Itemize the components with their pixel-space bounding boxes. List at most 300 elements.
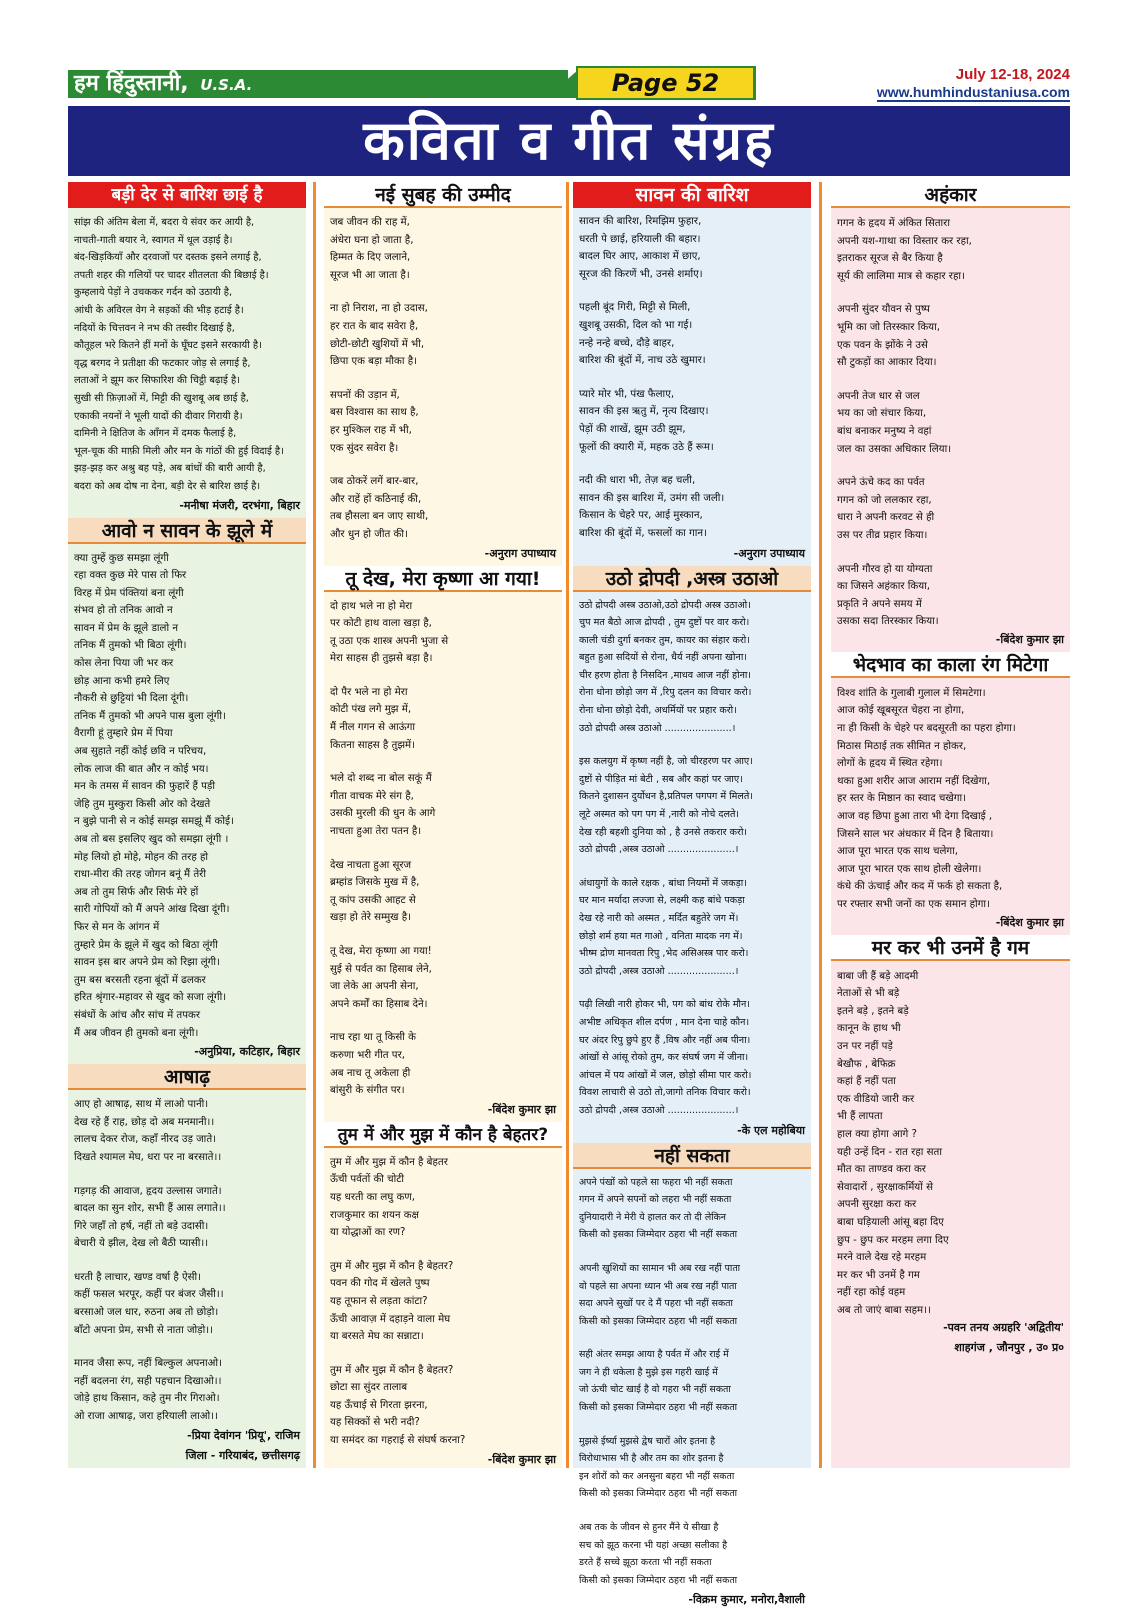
poem-line: कानून के हाथ भी [837,1023,901,1035]
poem-line: तुम में और मुझ में कौन है बेहतर? [330,1364,454,1376]
poem-line: अब तो तुम सिर्फ और सिर्फ मेरे हों [74,886,199,898]
stanza-gap [579,1331,805,1347]
poem-line: मौत का ताण्डव करा कर [837,1164,926,1176]
poem-body [324,592,562,1102]
poem-line: विरोधाभास भी है और तम का शोर इतना है [579,1453,724,1465]
poem-line: तू कांप उसकी आहट से [330,894,416,906]
poem-line: अब तो बस इसलिए खुद को समझा लूंगी । [74,834,229,845]
poem-line: तुम बस बरसती रहना बूंदों में ढलकर [74,974,206,986]
poem-line: एक पवन के झोंके ने उसे [837,339,928,351]
poem-line: किसान के चेहरे पर, आई मुस्कान, [579,510,703,522]
poem-line: सुखी सी फ़िज़ाओं में, मिट्टी की खुशबू अब छाई है, [74,392,249,404]
poem-tu-dekh [324,566,562,1122]
poem-line: कंधे की ऊंचाई और कद में फर्क हो सकता है, [837,881,1003,893]
poem-line: किसी को इसका जिम्मेदार ठहरा भी नहीं सकता [579,1315,738,1327]
poem-line: सूरज की किरणें भी, उनसे शर्माए। [579,268,703,280]
poem-line: मन के तमस में सावन की फुहारें हैं पड़ी [74,781,216,793]
page-number: Page 52 [576,66,756,100]
poem-line: हर रात के बाद सवेरा है, [330,320,419,332]
poem-line: पढ़ी लिखी नारी होकर भी, पग को बांध रोके मौन। [579,999,750,1011]
stanza-gap [74,1253,300,1269]
stanza-gap [330,371,556,387]
poem-line: इन शोरों को कर अनसुना बहरा भी नहीं सकता [579,1470,735,1482]
poem-line: मिठास मिठाई तक सीमित न होकर, [837,740,967,752]
column-1 [68,182,306,1468]
poem-line: बांध बनाकर मनुष्य ने वहां [837,425,932,437]
poem-line: उठो द्रोपदी ,अस्त्र उठाओ ......................। [579,1104,739,1116]
poem-line: लालच देकर रोज, कहाँ नीरद उड़ जाते। [74,1134,216,1146]
poem-body [68,208,306,498]
poem-line: सदा अपने सुखों पर दे मैं पहरा भी नहीं सकता [579,1298,733,1310]
website-link[interactable]: www.humhindustaniusa.com [876,84,1070,100]
poem-line: छोड़ो शर्म हया मत गाओ , वनिता मादक नग में। [579,930,743,942]
poem-line: उन पर नहीं पड़े [837,1040,893,1052]
poem-kaun-behtar [324,1122,562,1472]
poem-body [831,961,1070,1321]
poem-line: भूमि का जो तिरस्कार किया, [837,321,940,333]
poem-line: बंद-खिड़कियाँ और दरवाजों पर दस्तक इसने लगाई है, [74,252,262,264]
poem-line: धरती पे छाई, हरियाली की बहार। [579,233,701,245]
column-2 [324,182,562,1468]
poem-title: नहीं सकता [573,1143,811,1169]
poem-line: जोड़े हाथ किसान, कहे तुम नीर गिराओ। [74,1393,220,1405]
poem-line: भीष्म द्रोण मानवता रिपु ,भेद असिअस्त्र पार करो। [579,948,749,960]
poem-line: यह सिक्कों से भरी नदी? [330,1417,420,1429]
poem-author: -मनीषा मंजरी, दरभंगा, बिहार [179,498,300,512]
poem-line: अब नाच तू अकेला ही [330,1067,411,1079]
masthead [68,70,568,98]
poem-line: बारिश की बूंदों में, नाच उठे खुमार। [579,355,706,367]
poem-line: उसका सदा तिरस्कार किया। [837,616,939,628]
stanza-gap [74,1339,300,1355]
poem-line: अब तक के जीवन से हुनर मैंने ये सीखा है [579,1522,719,1534]
poem-title: आवो न सावन के झूले में [68,518,306,544]
poem-author: -अनुराग उपाध्याय [733,546,805,560]
poem-line: देख रही बहशी दुनिया को , है उनसे तकरार करो। [579,826,748,838]
stanza-gap [579,1504,805,1520]
poem-line: अपनी खुशियों का सामान भी अब रख नहीं पाता [579,1262,741,1274]
poem-line: प्रकृति ने अपने समय में [837,598,922,610]
poem-line: किसी को इसका जिम्मेदार ठहरा भी नहीं सकता [579,1574,738,1586]
poem-line: सौ टुकड़ों का आकार दिया। [837,357,937,369]
poem-line: छोटा सा सुंदर तालाब [330,1382,408,1394]
poem-line: घर अंदर रिपु छुपे हुए हैं ,विष और नहीं अब पीना। [579,1034,751,1046]
poem-line: आंखों से आंसू रोको तुम, कर संघर्ष जग में जीना। [579,1052,749,1064]
stanza-gap [330,457,556,473]
poem-title: आषाढ़ [68,1064,306,1090]
poem-line: राजकुमार का शयन कक्ष [330,1209,419,1221]
poem-line: पहली बूंद गिरी, मिट्टी से मिली, [579,302,691,314]
poem-line: जल का उसका अधिकार लिया। [837,443,952,455]
poem-line: इतने बड़े , इतने बड़े [837,1005,909,1017]
poem-line: रोना धोना छोड़ो जग में ,रिपु दलन का विचार करो। [579,687,752,699]
poem-line: हर मुश्किल राह में भी, [330,424,412,436]
poem-line: दुनियादारी ने मेरी ये हालत कर तो दी लेकिन [579,1211,727,1223]
poem-line: उस पर तीव्र प्रहार किया। [837,529,928,541]
poem-line: बरसाओ जल धार, रुठना अब तो छोड़ो। [74,1307,219,1319]
poem-mar-kar-bhi [831,935,1070,1361]
poem-line: मोह लियो हो मोहे, मोहन की तरह हो [74,851,209,863]
poem-line: कहां हैं नहीं पता [837,1076,896,1088]
poem-line: बादल घिर आए, आकाश में छाए, [579,251,701,263]
poem-line: दो पैर भले ना हो मेरा [330,686,408,698]
stanza-gap [837,371,1064,387]
poem-line: बादल का सुन शोर, सभी हैं आस लगाते।। [74,1203,226,1215]
issue-info [877,66,1070,102]
poem-line: तुम्हारे प्रेम के झूले में खुद को बिठा लूंगी [74,939,218,951]
poem-line: नहीं रहा कोई वहम [837,1287,906,1299]
poem-ahankar [831,182,1070,652]
poem-line: और राहें हों कठिनाई की, [330,493,422,505]
poem-line: पर रफ्तार सभी जनों का एक समान होगा। [837,899,990,910]
poem-line: नदियों के चित्तवन ने नभ की तस्वीर दिखाई है, [74,322,235,334]
poem-line: हिम्मत के दिए जलाने, [330,252,411,264]
poem-line: आंचल में पय आंखों में जल, छोड़ो सीमा पार करो। [579,1069,752,1081]
poem-line: ना ही किसी के चेहरे पर बदसूरती का पहरा होगा। [837,723,1016,735]
poem-line: किसी को इसका जिम्मेदार ठहरा भी नहीं सकता [579,1488,738,1500]
poem-line: अपने कर्मों का हिसाब देने। [330,998,428,1010]
poem-line: गगन में अपने सपनों को लहरा भी नहीं सकता [579,1194,732,1206]
poem-author: -प्रिया देवांगन 'प्रियू', राजिम [187,1428,300,1442]
poem-line: उठो द्रोपदी ,अस्त्र उठाओ ......................। [579,965,739,977]
poem-line: संभव हो तो तनिक आवो न [74,605,173,617]
poem-line: सूर्य की लालिमा मात्र से कहार रहा। [837,270,965,282]
poem-author: -विक्रम कुमार, मनोरा,वैशाली [688,1593,805,1607]
poem-line: लोक लाज की बात और न कोई भय। [74,763,209,775]
poem-line: लोगों के हृदय में स्थित रहेगा। [837,758,943,770]
stanza-gap [330,927,556,943]
poem-line: जब जीवन की राह में, [330,217,410,228]
poem-author-place: शाहगंज , जौनपुर , उ० प्र० [954,1341,1064,1355]
poem-line: झड़-झड़ कर अश्रु बह पड़े, अब बांधों की बारी आयी है, [74,463,266,475]
poem-line: या बरसते मेघ का सन्नाटा। [330,1331,424,1343]
poem-author: -के एल महोबिया [737,1123,805,1137]
poem-line: सावन की इस ऋतु में, नृत्य दिखाए। [579,406,709,418]
poem-line: सांझ की अंतिम बेला में, बदरा ये संवर कर आयी है, [74,217,255,228]
poem-body [324,208,562,546]
poem-line: नन्हे नन्हे बच्चे, दौड़े बाहर, [579,337,675,349]
poem-line: मैं अब जीवन ही तुमको बना लूंगी। [74,1027,199,1039]
poem-line: विश्व शांति के गुलाबी गुलाल में सिमटेगा। [837,687,986,699]
poem-line: उठो द्रोपदी ,अस्त्र उठाओ ......................। [579,844,739,856]
poem-line: ऊँची पर्वतों की चोटी [330,1174,405,1186]
poem-line: का जिसने अहंकार किया, [837,581,930,593]
poem-line: सच को झूठ करना भी यहां अच्छा सलीका है [579,1539,728,1551]
poem-line: लताओं ने झूम कर सिफारिश की चिट्ठी बढ़ाई है। [74,375,240,387]
poem-line: आए हो आषाढ़, साथ में लाओ पानी। [74,1099,209,1111]
stanza-gap [579,738,805,754]
poem-line: किसी को इसका जिम्मेदार ठहरा भी नहीं सकता [579,1229,738,1241]
poem-line: खड़ा हो तेरे सम्मुख है। [330,912,412,924]
poem-body [831,678,1070,915]
poem-line: तुम में और मुझ में कौन है बेहतर? [330,1260,454,1272]
poem-line: अपनी सुंदर यौवन से पुष्प [837,304,930,316]
poem-line: उठो द्रोपदी अस्त्र उठाओ ......................। [579,722,736,734]
poem-line: गीता वाचक मेरे संग है, [330,790,414,802]
poem-line: वृद्ध बरगद ने प्रतीक्षा की फटकार जोड़ से लगाई है, [74,357,251,369]
poem-line: क्या तुम्हें कुछ समझा लूंगी [74,552,169,564]
poem-aashadh [68,1064,306,1468]
stanza-gap [579,1245,805,1261]
poem-bhedbhav [831,652,1070,935]
poem-body [573,592,811,1123]
stanza-gap [837,284,1064,300]
poem-line: यह ऊँचाई से गिरता झरना, [330,1399,428,1411]
poem-line: मैं नील गगन से आऊंगा [330,722,416,734]
poem-body [573,208,811,546]
poem-line: गगन के हृदय में अंकित सितारा [837,218,950,229]
poem-line: मेरा साहस ही तुझसे बड़ा है। [330,653,433,665]
poem-nahin-sakta [573,1143,811,1612]
poem-line: या समंदर का गहराई से संघर्ष करना? [330,1435,466,1447]
poem-line: दामिनी ने क्षितिज के आँगन में दमक फैलाई है, [74,428,237,440]
poem-line: नाचती-गाती बयार ने, स्वागत में धूल उड़ाई है। [74,234,233,246]
column-4 [831,182,1070,1468]
poem-badi-der [68,182,306,518]
poem-line: हरित श्रृंगार-महावर से खुद को सजा लूंगी। [74,992,227,1004]
poem-line: जब ठोकरें लगें बार-बार, [330,476,419,488]
poem-line: जो ऊंची चोट खाई है वो गहरा भी नहीं सकता [579,1384,731,1396]
poem-line: नाचता हुआ तेरा पतन है। [330,826,422,838]
poem-line: अब तो जाएं बाबा सहम।। [837,1304,931,1316]
page-box-slant [546,70,578,98]
poem-line: नेताओं से भी बड़े [837,988,900,1000]
poem-line: कुम्हलाये पेड़ों ने उचककर गर्दन को उठायी है, [74,287,233,299]
poem-line: आंधी के अविरल वेग ने सड़कों की भीड़ हटाई है। [74,304,244,316]
stanza-gap [74,1167,300,1183]
poem-title: उठो द्रोपदी ,अस्त्र उठाओ [573,566,811,592]
poem-line: कोटी पंख लगे मुझ में, [330,704,412,716]
poem-line: कितना साहस है तुझमें। [330,739,415,751]
poem-line: घर मान मर्यादा लज्जा से, लक्ष्मी कह बांधे पकड़ा [579,895,745,907]
poem-line: कौतूहल भरे कितने हीं मनों के घूँघट इसने सरकायी है। [74,340,262,352]
poem-line: बदरा को अब दोष ना देना, बड़ी देर से बारिश छाई है। [74,480,261,492]
poem-line: न बुझे पानी से न कोई समझ समझूं मैं कोई। [74,816,234,828]
stanza-gap [579,981,805,997]
poem-body [68,544,306,1045]
poem-line: कहीं फसल भरपूर, कहीं पर बंजर जैसी।। [74,1289,224,1301]
stanza-gap [330,841,556,857]
poem-line: सावन में प्रेम के झूले डालो न [74,622,178,634]
poem-line: अब सुहाते नहीं कोई छवि न परिचय, [74,746,207,758]
poem-line: भले दो शब्द ना बोल सकूं मैं [330,773,432,785]
poem-line: तनिक मैं तुमको भी अपने पास बुला लूंगी। [74,710,226,722]
stanza-gap [330,668,556,684]
stanza-gap [330,284,556,300]
poem-line: आज वह छिपा हुआ तारा भी देगा दिखाई , [837,811,993,823]
poem-line: मरने वाले देख रहे मरहम [837,1252,927,1264]
issue-date: July 12-18, 2024 [955,66,1070,83]
section-banner: कविता व गीत संग्रह [68,106,1070,176]
poem-line: भय का जो संचार किया, [837,408,927,420]
poem-line: या योद्धाओं का रण? [330,1227,406,1239]
poem-line: चुप मत बैठो आज द्रोपदी , तुम दुष्टों पर वार करो। [579,617,750,629]
poem-line: सूरज भी आ जाता है। [330,269,410,281]
poem-line: अंधेरा घना हो जाता है, [330,234,414,246]
poem-body [324,1148,562,1452]
poem-line: गड़गड़ की आवाज, हृदय उल्लास जगाते। [74,1185,222,1197]
poem-author: -पवन तनय अग्रहरि 'अद्वितीय' [943,1321,1064,1335]
poem-line: कोस लेना पिया जी भर कर [74,658,174,670]
poem-nai-subah [324,182,562,566]
stanza-gap [330,1242,556,1258]
poem-line: बहुत हुआ सदियों से रोना, धैर्य नहीं अपना खोना। [579,652,747,664]
poem-line: अपने ऊंचे कद का पर्वत [837,477,925,489]
poem-line: मर कर भी उनमें है गम [837,1269,920,1281]
poem-line: ऊँची आवाज़ में दहाड़ने वाला मेघ [330,1313,451,1325]
poem-line: हाल क्या होगा आगे ? [837,1128,917,1140]
stanza-gap [837,544,1064,560]
stanza-gap [579,1418,805,1434]
poem-line: लूटे अस्मत को पग पग में ,नारी को नोचे दलते। [579,809,740,821]
poem-line: तू उठा एक शास्त्र अपनी भुजा से [330,635,449,647]
poem-line: रहा वक्त कुछ मेरे पास तो फिर [74,570,187,582]
poem-author: -अनुप्रिया, कटिहार, बिहार [194,1045,300,1059]
poem-line: यह धरती का लघु कण, [330,1191,415,1203]
poem-body [68,1090,306,1428]
poem-line: छोटी-छोटी खुशियों में भी, [330,338,425,350]
poem-author: -बिंदेश कुमार झा [487,1102,556,1116]
poem-title: मर कर भी उनमें है गम [831,935,1070,961]
poem-line: देख नाचता हुआ सूरज [330,859,412,871]
poem-line: ओ राजा आषाढ़, जरा हरियाली लाओ।। [74,1411,218,1423]
poem-line: सपनों की उड़ान में, [330,389,400,401]
masthead-suffix: U.S.A. [200,76,253,94]
poem-line: देख रहे हैं राह, छोड़ दो अब मनमानी।। [74,1116,215,1128]
poem-author: -अनुराग उपाध्याय [484,546,556,560]
page-number-box [546,66,756,100]
poem-line: अपनी सुरक्षा करा कर [837,1199,917,1211]
poem-line: जा लेके आ अपनी सेना, [330,981,419,993]
poem-line: करुणा भरी गीत पर, [330,1049,405,1061]
stanza-gap [330,754,556,770]
poem-line: तू देख, मेरा कृष्णा आ गया! [330,946,432,957]
poem-line: भूल-चूक की माफ़ी मिली और मन के गांठों की हुई विदाई है। [74,445,284,457]
poem-line: गगन को जो ललकार रहा, [837,494,932,506]
column-3 [573,182,811,1607]
column-divider [819,182,822,1468]
poem-line: अभीष्ट अधिकृत शील दर्पण , मान देना चाहे कौन। [579,1016,750,1028]
poem-line: डरते हैं सच्चे झूठा करता भी नहीं सकता [579,1557,712,1569]
poem-title: अहंकार [831,182,1070,208]
poem-line: नौकरी से छुट्टियां भी दिला दूंगी। [74,693,189,705]
poem-line: चीर हरण होता है निसदिन ,माधव आज नहीं होना। [579,669,752,681]
poem-line: एक वीडियो जारी कर [837,1093,915,1105]
poem-line: दो हाथ भले ना हो मेरा [330,600,413,612]
poem-line: थका हुआ शरीर आज आराम नहीं दिखेगा, [837,775,991,787]
poem-line: बांसुरी के संगीत पर। [330,1085,405,1097]
poem-line: किसी को इसका जिम्मेदार ठहरा भी नहीं सकता [579,1402,738,1414]
poem-line: अपनी गौरव हो या योग्यता [837,563,933,575]
poem-line: पेड़ों की शाखें, झूम उठी झूम, [579,423,686,435]
poem-line: छुप - छुप कर मरहम लगा दिए [837,1234,949,1246]
poem-line: फिर से मन के आंगन में [74,921,160,933]
poem-line: गिरे जहाँ तो हर्ष, नहीं तो बड़े उदासी। [74,1220,209,1232]
poem-line: विवश लाचारी से उठो तो,जागो तनिक विचार करो। [579,1087,751,1099]
poem-line: सही अंतर समझ आया है पर्वत में और राई में [579,1349,729,1361]
poem-line: अपनी यश-गाथा का विस्तार कर रहा, [837,235,972,247]
poem-line: इतराकर सूरज से बैर किया है [837,253,943,265]
poem-line: बेचारी ये झील, देख लो बैठी प्यासी।। [74,1238,209,1250]
poem-line: जिसने साल भर अंधकार में दिन है बिताया। [837,828,994,840]
poem-line: सावन की बारिश, रिमझिम फुहार, [579,216,702,227]
poem-line: अंधायुगों के काले रक्षक , बांधा नियमों में जकड़ा। [579,877,747,889]
poem-line: फूलों की क्यारी में, महक उठे हैं रूम। [579,441,714,453]
stanza-gap [579,457,805,473]
poem-line: जग ने ही धकेला है मुझे इस गहरी खाई में [579,1366,718,1378]
page-header [68,66,1070,102]
poem-line: यही उन्हें दिन - रात रहा सता [837,1146,942,1158]
stanza-gap [330,1346,556,1362]
poem-line: सुई से पर्वत का हिसाब लेने, [330,963,432,975]
column-divider [566,182,569,1468]
poem-title: नई सुबह की उम्मीद [324,182,562,208]
stanza-gap [837,457,1064,473]
poem-line: उठो द्रोपदी अस्त्र उठाओ,उठो द्रोपदी अस्त्र उठाओ। [579,599,751,611]
poem-line: दुष्टों से पीड़ित मां बेटी , सब और कहां पर जाए। [579,773,743,785]
poem-line: राधा-मीरा की तरह जोगन बनूं मैं तेरी [74,869,206,881]
poem-line: नदी की धारा भी, तेज़ बह चली, [579,475,696,487]
poem-line: दिखते श्यामल मेघ, धरा पर ना बरसाते।। [74,1151,222,1163]
poem-line: हर स्तर के मिष्ठान का स्वाद चखेगा। [837,793,966,805]
poem-line: सारी गोपियों को मैं अपने आंख दिखा दूंगी। [74,904,230,916]
poem-line: पर कोटी हाथ वाला खड़ा है, [330,618,432,630]
poem-line: सेवादारों , सुरक्षाकर्मियों से [837,1181,933,1193]
poem-line: यह तूफान से लड़ता कांटा? [330,1295,428,1307]
poem-line: रोना धोना छोड़ो देवी, अधर्मियों पर प्रहार करो। [579,705,737,717]
poem-line: भी हैं लापता [837,1111,883,1123]
poem-title: तुम में और मुझ में कौन है बेहतर? [324,1122,562,1148]
poem-body [573,1169,811,1593]
poem-line: तनिक मैं तुमको भी बिठा लूंगी। [74,640,187,652]
poem-line: इस कलयुग में कृष्ण नहीं है, जो चीरहरण पर आए। [579,756,753,768]
poem-line: बेखौफ , बेफिक्र [837,1058,896,1070]
poem-line: संबंधों के आंच और सांच में तपकर [74,1009,201,1021]
poem-line: मुझसे ईर्ष्या मुझसे द्वेष चारों ओर इतना है [579,1435,716,1447]
poem-line: एकाकी नयनों ने भूली यादों की दीवार गिरायी है। [74,410,243,422]
poem-line: तब हौसला बन जाए साथी, [330,511,429,523]
poem-title: तू देख, मेरा कृष्णा आ गया! [324,566,562,592]
poem-line: अपनी तेज धार से जल [837,390,920,402]
poem-line: ना हो निराश, ना हो उदास, [330,303,428,315]
poem-line: मानव जैसा रूप, नहीं बिल्कुल अपनाओ। [74,1358,222,1370]
poem-aavo-na-sawan [68,518,306,1065]
poem-line: छोड़ आना कभी हमरे लिए [74,675,170,687]
poem-line: तपती शहर की गलियों पर चादर शीतलता की बिछाई है। [74,269,269,281]
stanza-gap [330,1013,556,1029]
poem-line: प्यारे मोर भी, पंख फैलाए, [579,388,675,400]
poem-line: बाँटो अपना प्रेम, सभी से नाता जोड़ो।। [74,1324,213,1336]
masthead-title: हम हिंदुस्तानी, [74,71,189,96]
column-divider [313,182,316,1468]
poem-utho-draupadi [573,566,811,1143]
poem-title: सावन की बारिश [573,182,811,208]
poem-line: खुशबू उसकी, दिल को भा गई। [579,319,693,331]
poem-line: तुम में और मुझ में कौन है बेहतर [330,1156,448,1168]
poem-line: काली चंडी दुर्गा बनकर तुम, कायर का संहार करो। [579,634,750,646]
poem-line: छिपा एक बड़ा मौका है। [330,356,417,368]
poem-body [831,208,1070,632]
poem-sawan-ki-barish [573,182,811,566]
poem-line: उसकी मुरली की धुन के आगे [330,808,436,820]
poem-line: देख रहे नारी को अस्मत , मर्दित बहुतेरे जग में। [579,913,739,924]
stanza-gap [579,371,805,387]
poem-line: आज पूरा भारत एक साथ होली खेलेगा। [837,863,982,875]
poem-line: नाच रहा था तू किसी के [330,1032,416,1044]
poem-title: भेदभाव का काला रंग मिटेगा [831,652,1070,678]
poem-line: बारिश की बूंदों में, फसलों का गान। [579,527,707,539]
stanza-gap [579,284,805,300]
